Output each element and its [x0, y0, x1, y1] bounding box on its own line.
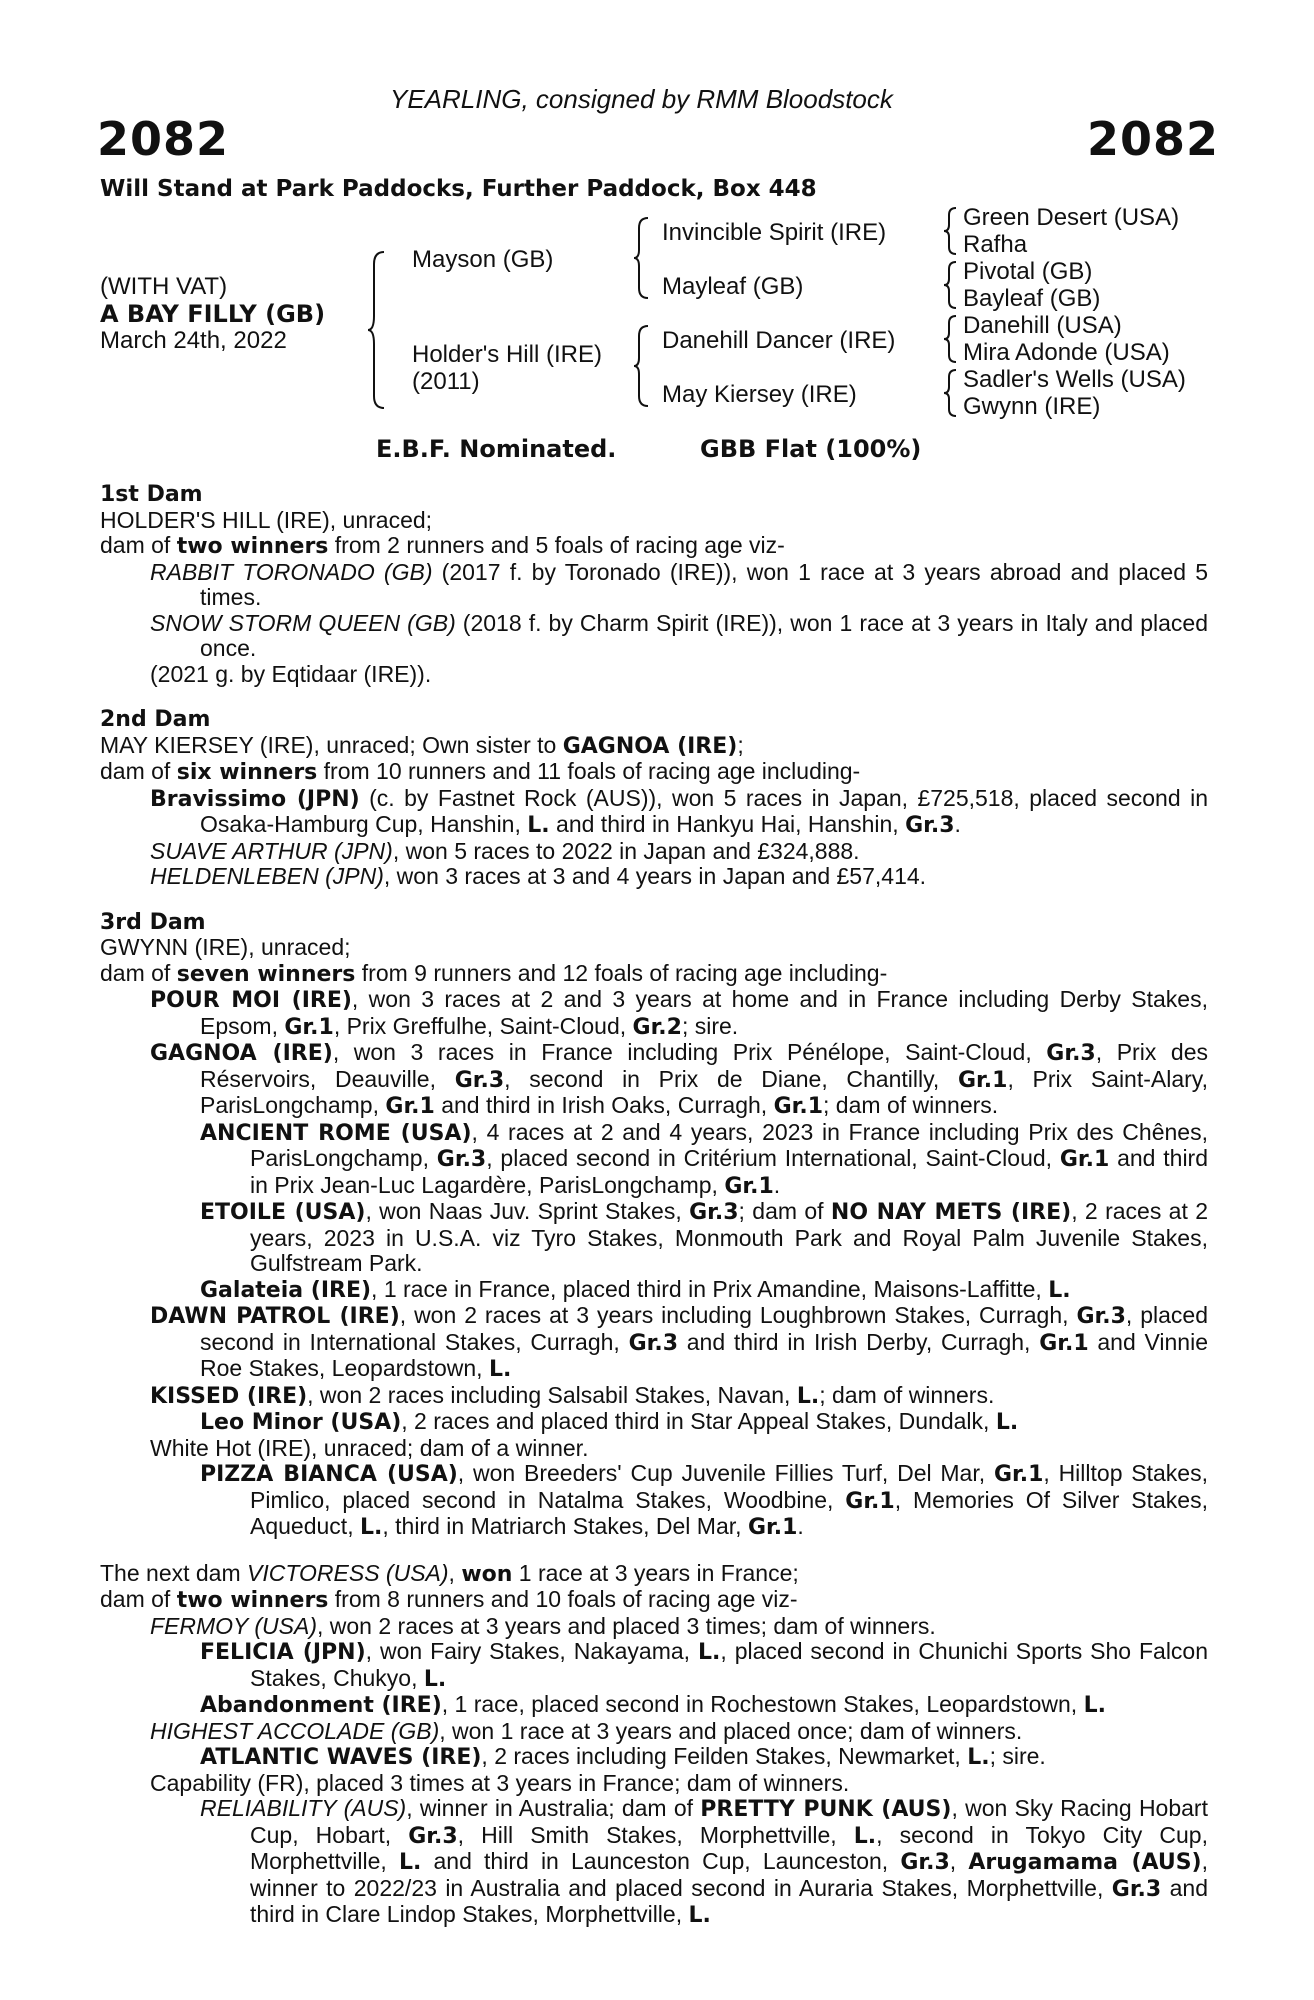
- sire-dam: Mayleaf (GB): [662, 273, 804, 300]
- progeny-entry: HELDENLEBEN (JPN), won 3 races at 3 and 4 years in Japan and £57,414.: [150, 863, 927, 889]
- third-dam-summary: dam of seven winners from 9 runners and 12 foals of racing age including-: [100, 959, 888, 987]
- progeny-entry: DAWN PATROL (IRE), won 2 races at 3 years including Loughbrown Stakes, Curragh, Gr.3, placed second in International Stakes, Curragh, Gr.3 and third in Irish Derby, Curragh, Gr.1 and Vinnie Roe Stakes, Leopardstown, L.: [150, 1302, 1209, 1382]
- sire-sire-dam: Rafha: [963, 231, 1028, 258]
- next-dam-summary: dam of two winners from 8 runners and 10 foals of racing age viz-: [100, 1586, 798, 1613]
- progeny-entry: SNOW STORM QUEEN (GB) (2018 f. by Charm Spirit (IRE)), won 1 race at 3 years in Italy and placed once.: [150, 609, 1208, 661]
- progeny-entry: White Hot (IRE), unraced; dam of a winner.: [150, 1434, 589, 1461]
- progeny-entry: SUAVE ARTHUR (JPN), won 5 races to 2022 in Japan and £324,888.: [150, 837, 860, 864]
- pedigree-brace-dam: [632, 324, 652, 408]
- horse-dob: March 24th, 2022: [100, 327, 287, 354]
- pedigree-brace-g2: [942, 260, 960, 310]
- next-dam-line: The next dam VICTORESS (USA), won 1 race at 3 years in France;: [100, 1559, 799, 1587]
- progeny-entry: ANCIENT ROME (USA), 4 races at 2 and 4 years, 2023 in France including Prix des Chênes, ParisLongchamp, Gr.3, placed second in Critérium International, Saint-Cloud, Gr.1 and third in Prix Jean-Luc Lagardère, ParisLongchamp, Gr.1.: [200, 1118, 1209, 1199]
- second-dam-summary: dam of six winners from 10 runners and 11 foals of racing age including-: [100, 758, 861, 785]
- catalogue-subtitle: YEARLING, consigned by RMM Bloodstock: [390, 84, 893, 114]
- dam-sire: Danehill Dancer (IRE): [662, 327, 896, 354]
- second-dam-heading: 2nd Dam: [100, 707, 211, 732]
- sire-sire: Invincible Spirit (IRE): [662, 219, 887, 246]
- pedigree-brace-main: [366, 250, 388, 410]
- dam-dam-sire: Sadler's Wells (USA): [963, 366, 1186, 393]
- dam: Holder's Hill (IRE): [412, 341, 602, 368]
- second-dam-line: MAY KIERSEY (IRE), unraced; Own sister to GAGNOA (IRE);: [100, 731, 744, 759]
- progeny-entry: KISSED (IRE), won 2 races including Salsabil Stakes, Navan, L.; dam of winners.: [150, 1381, 995, 1409]
- third-dam-line: GWYNN (IRE), unraced;: [100, 934, 351, 960]
- sire-dam-dam: Bayleaf (GB): [963, 285, 1101, 312]
- first-dam-line: HOLDER'S HILL (IRE), unraced;: [100, 506, 433, 533]
- pedigree-brace-g3: [942, 314, 960, 364]
- pedigree-brace-g4: [942, 368, 960, 418]
- dam-sire-dam: Mira Adonde (USA): [963, 339, 1170, 366]
- sire-sire-sire: Green Desert (USA): [963, 204, 1180, 231]
- dam-dam-dam: Gwynn (IRE): [963, 393, 1101, 420]
- sire-dam-sire: Pivotal (GB): [963, 258, 1093, 285]
- progeny-entry: Bravissimo (JPN) (c. by Fastnet Rock (AUS)), won 5 races in Japan, £725,518, placed second in Osaka-Hamburg Cup, Hanshin, L. and third in Hankyu Hai, Hanshin, Gr.3.: [150, 784, 1208, 838]
- progeny-entry: GAGNOA (IRE), won 3 races in France including Prix Pénélope, Saint-Cloud, Gr.3, Prix des Réservoirs, Deauville, Gr.3, second in Prix de Diane, Chantilly, Gr.1, Prix Saint-Alary, ParisLongchamp, Gr.1 and third in Irish Oaks, Curragh, Gr.1; dam of winners.: [150, 1039, 1208, 1119]
- progeny-entry: ETOILE (USA), won Naas Juv. Sprint Stakes, Gr.3; dam of NO NAY METS (IRE), 2 races at 2 years, 2023 in U.S.A. viz Tyro Stakes, Monmouth Park and Royal Palm Juvenile Stakes, Gulfstream Park.: [200, 1198, 1208, 1276]
- vat-note: (WITH VAT): [100, 273, 228, 300]
- stand-location: Will Stand at Park Paddocks, Further Paddock, Box 448: [100, 176, 817, 202]
- progeny-entry: Abandonment (IRE), 1 race, placed second in Rochestown Stakes, Leopardstown, L.: [200, 1691, 1106, 1718]
- lot-number-left: 2082: [97, 112, 230, 166]
- progeny-entry: Capability (FR), placed 3 times at 3 years in France; dam of winners.: [150, 1769, 850, 1796]
- first-dam-heading: 1st Dam: [100, 482, 203, 507]
- lot-number-right: 2082: [1087, 112, 1220, 166]
- progeny-entry: PIZZA BIANCA (USA), won Breeders' Cup Juvenile Fillies Turf, Del Mar, Gr.1, Hilltop Stakes, Pimlico, placed second in Natalma Stakes, Woodbine, Gr.1, Memories Of Silver Stakes, Aqueduct, L., third in Matriarch Stakes, Del Mar, Gr.1.: [200, 1460, 1208, 1540]
- ebf-nomination: E.B.F. Nominated.: [376, 435, 617, 463]
- progeny-entry: POUR MOI (IRE), won 3 races at 2 and 3 years at home and in France including Derby Stakes, Epsom, Gr.1, Prix Greffulhe, Saint-Cloud, Gr.2; sire.: [150, 986, 1208, 1040]
- progeny-entry: Galateia (IRE), 1 race in France, placed third in Prix Amandine, Maisons-Laffitte, L.: [200, 1275, 1071, 1303]
- dam-sire-sire: Danehill (USA): [963, 312, 1122, 339]
- progeny-entry: RABBIT TORONADO (GB) (2017 f. by Toronado (IRE)), won 1 race at 3 years abroad and placed 5 times.: [150, 558, 1208, 610]
- dam-year: (2011): [412, 368, 480, 395]
- dam-dam: May Kiersey (IRE): [662, 381, 857, 408]
- progeny-entry: (2021 g. by Eqtidaar (IRE)).: [150, 660, 432, 687]
- progeny-entry: RELIABILITY (AUS), winner in Australia; dam of PRETTY PUNK (AUS), won Sky Racing Hobart Cup, Hobart, Gr.3, Hill Smith Stakes, Morphettville, L., second in Tokyo City Cup, Morphettville, L. and third in Launceston Cup, Launceston, Gr.3, Arugamama (AUS), winner to 2022/23 in Australia and placed second in Auraria Stakes, Morphettville, Gr.3 and third in Clare Lindop Stakes, Morphettville, L.: [200, 1795, 1209, 1928]
- progeny-entry: HIGHEST ACCOLADE (GB), won 1 race at 3 years and placed once; dam of winners.: [150, 1717, 1023, 1744]
- pedigree-brace-sire: [632, 216, 652, 300]
- horse-name: A BAY FILLY (GB): [100, 300, 326, 328]
- progeny-entry: FELICIA (JPN), won Fairy Stakes, Nakayama, L., placed second in Chunichi Sports Sho Falcon Stakes, Chukyo, L.: [200, 1638, 1209, 1692]
- gbb-flat: GBB Flat (100%): [700, 435, 922, 463]
- progeny-entry: ATLANTIC WAVES (IRE), 2 races including Feilden Stakes, Newmarket, L.; sire.: [200, 1743, 1046, 1770]
- pedigree-brace-g1: [942, 206, 960, 256]
- progeny-entry: FERMOY (USA), won 2 races at 3 years and placed 3 times; dam of winners.: [150, 1612, 936, 1639]
- progeny-entry: Leo Minor (USA), 2 races and placed third in Star Appeal Stakes, Dundalk, L.: [200, 1408, 1019, 1435]
- third-dam-heading: 3rd Dam: [100, 909, 206, 935]
- sire: Mayson (GB): [412, 246, 554, 273]
- catalogue-body: [100, 482, 1208, 1929]
- first-dam-summary: dam of two winners from 2 runners and 5 foals of racing age viz-: [100, 532, 785, 559]
